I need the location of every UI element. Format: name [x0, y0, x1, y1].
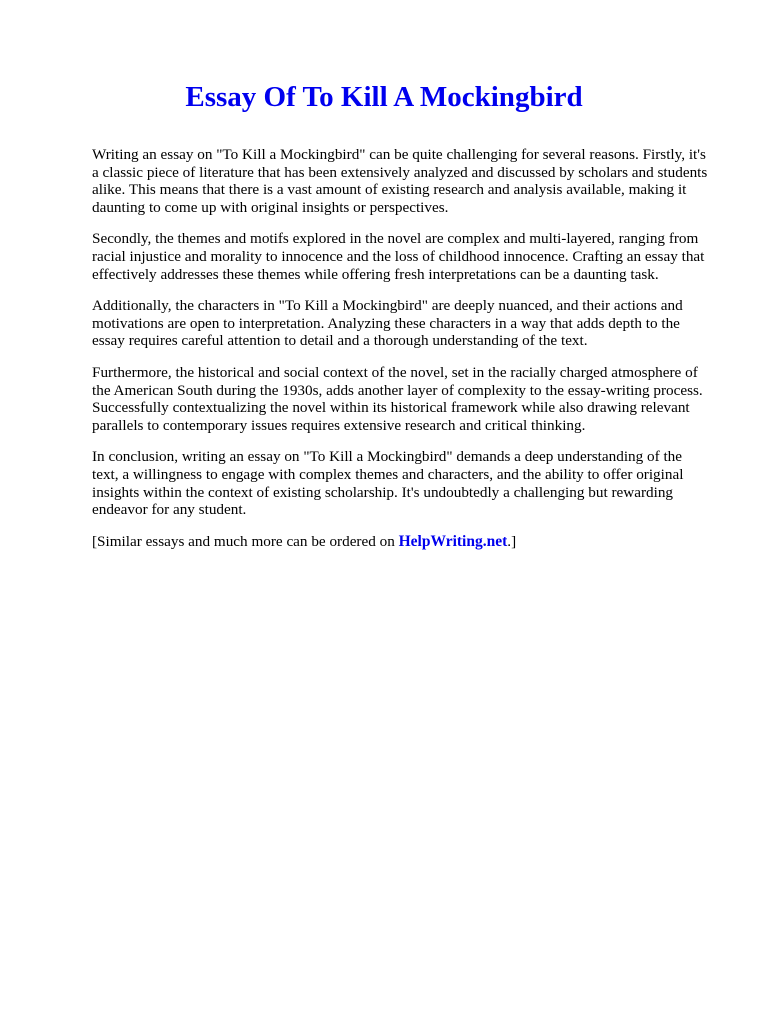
- paragraph-characters: [92, 297, 732, 350]
- text-line: daunting to come up with original insights or perspectives.: [92, 198, 449, 216]
- helpwriting-link[interactable]: HelpWriting.net: [398, 532, 508, 550]
- paragraph-context: [92, 364, 732, 434]
- paragraph-themes: [92, 230, 732, 283]
- promo-note: [92, 533, 732, 551]
- text-line: racial injustice and morality to innocence and the loss of childhood innocence. Crafting an essay that: [92, 247, 705, 265]
- text-line: Successfully contextualizing the novel within its historical framework while also drawing relevant: [92, 399, 690, 417]
- text-line: essay requires careful attention to detail and a thorough understanding of the text.: [92, 332, 588, 350]
- text-line: effectively addresses these themes while offering fresh interpretations can be a daunting task.: [92, 265, 659, 283]
- text-line: Additionally, the characters in "To Kill a Mockingbird" are deeply nuanced, and their actions and: [92, 297, 683, 315]
- text-line: Writing an essay on "To Kill a Mockingbird" can be quite challenging for several reasons. Firstly, it's: [92, 146, 706, 163]
- text-line: insights within the context of existing scholarship. It's undoubtedly a challenging but rewarding: [92, 483, 674, 501]
- document-title: Essay Of To Kill A Mockingbird: [185, 81, 583, 113]
- promo-suffix: .]: [507, 532, 517, 550]
- text-line: text, a willingness to engage with complex themes and characters, and the ability to offer original: [92, 465, 684, 483]
- text-line: endeavor for any student.: [92, 501, 247, 519]
- paragraph-intro: [92, 146, 732, 216]
- text-line: Secondly, the themes and motifs explored in the novel are complex and multi-layered, ranging from: [92, 230, 699, 248]
- text-line: the American South during the 1930s, adds another layer of complexity to the essay-writing process.: [92, 381, 703, 399]
- document-body: [92, 146, 732, 550]
- paragraph-conclusion: [92, 448, 732, 518]
- text-line: a classic piece of literature that has been extensively analyzed and discussed by scholars and students: [92, 163, 708, 181]
- text-line: In conclusion, writing an essay on "To Kill a Mockingbird" demands a deep understanding of the: [92, 448, 683, 466]
- text-line: Furthermore, the historical and social context of the novel, set in the racially charged atmosphere of: [92, 363, 698, 381]
- text-line: alike. This means that there is a vast amount of existing research and analysis available, making it: [92, 181, 687, 199]
- text-line: parallels to contemporary issues requires extensive research and critical thinking.: [92, 416, 586, 434]
- text-line: motivations are open to interpretation. Analyzing these characters in a way that adds depth to the: [92, 314, 680, 332]
- promo-prefix: [Similar essays and much more can be ordered on: [92, 532, 399, 550]
